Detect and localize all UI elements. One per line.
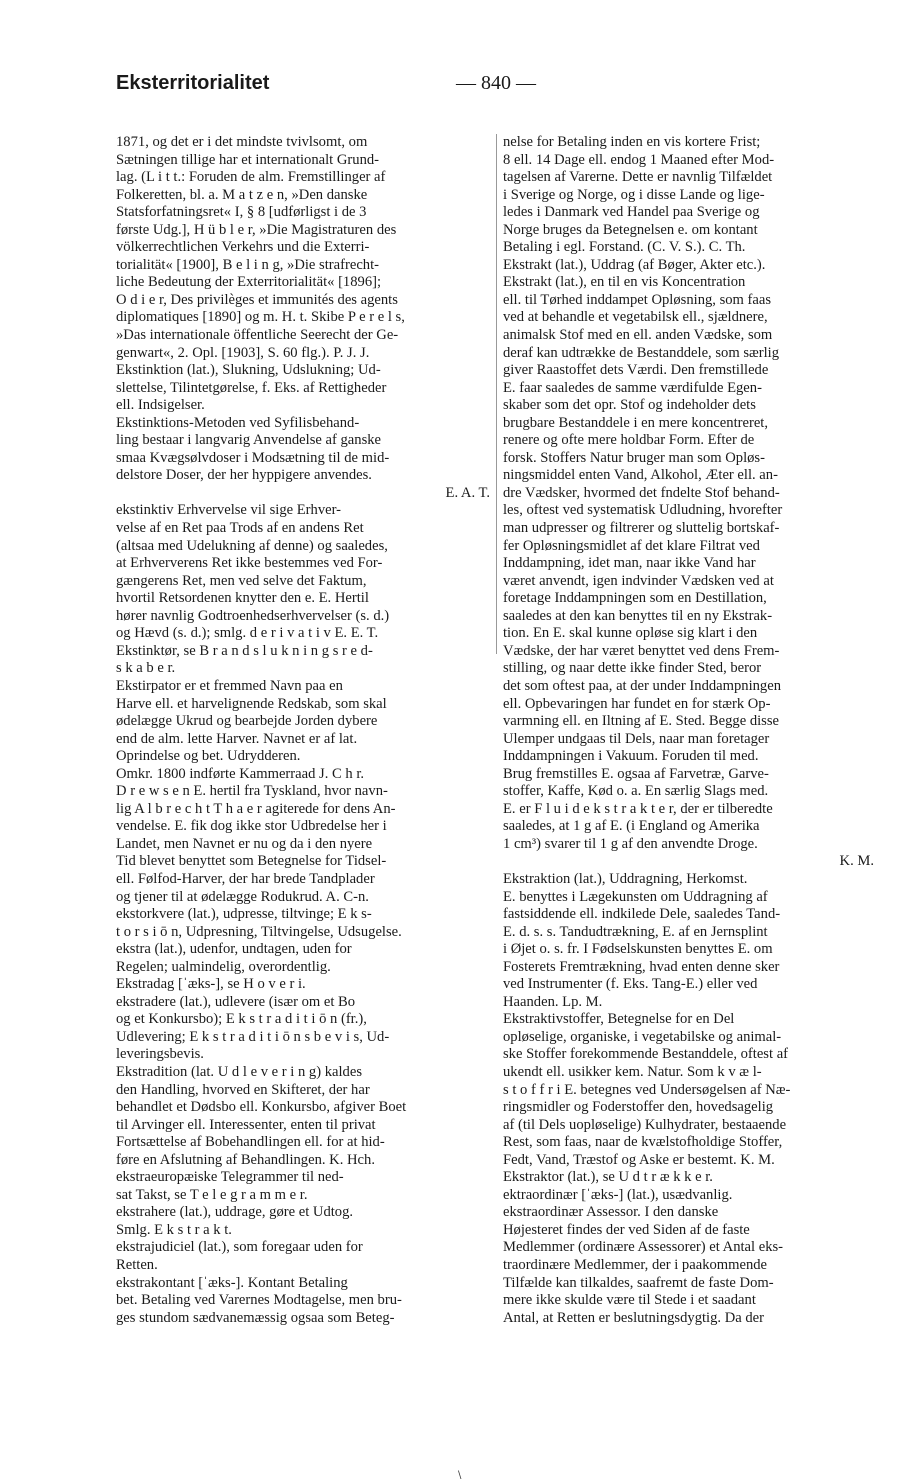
text-line: ødelægge Ukrud og bearbejde Jorden dybere: [116, 713, 378, 730]
page-header: [116, 72, 800, 102]
text-line: Fedt, Vand, Træstof og Aske er bestemt. K. M.: [503, 1151, 775, 1168]
text-line: ektraordinær [ˈæks-] (lat.), usædvanlig.: [503, 1186, 733, 1203]
text-line: Ekstradag [ˈæks-], se H o v e r i.: [116, 976, 306, 993]
text-line: sat Takst, se T e l e g r a m m e r.: [116, 1186, 308, 1203]
text-line: i Øjet o. s. fr. I Fødselskunsten benyttes E. om: [503, 941, 773, 958]
text-line: føre en Afslutning af Behandlingen. K. Hch.: [116, 1151, 375, 1168]
text-line: (altsaa med Udelukning af denne) og saaledes,: [116, 537, 388, 554]
text-line: Tilfælde kan tilkaldes, saafremt de faste Dom-: [503, 1274, 774, 1291]
text-line: mere ikke skulde være til Stede i et saadant: [503, 1292, 756, 1309]
text-line: saaledes, at 1 g af E. (i England og Amerika: [503, 818, 760, 835]
text-line: end de alm. lette Harver. Navnet er af lat.: [116, 730, 358, 747]
text-line: Regelen; ualmindelig, overordentlig.: [116, 958, 331, 975]
text-line: hører navnlig Godtroenhedserhvervelser (s. d.): [116, 607, 390, 624]
footer-mark: \: [458, 1470, 462, 1481]
text-line: giver Raastoffet dets Værdi. Den fremstillede: [503, 362, 769, 379]
text-line: 8 ell. 14 Dage ell. endog 1 Maaned efter Mod-: [503, 151, 775, 168]
text-line: 1871, og det er i det mindste tvivlsomt, om: [116, 134, 368, 150]
text-line: E. d. s. s. Tandudtrækning, E. af en Jernsplint: [503, 923, 768, 940]
text-line: ekstorkvere (lat.), udpresse, tiltvinge; E k s-: [116, 906, 372, 923]
text-line: Inddampning, idet man, naar ikke Vand har: [503, 555, 756, 572]
text-line: ukendt ell. usikker kem. Natur. Som k v æ l-: [503, 1063, 762, 1080]
text-line: fastsiddende ell. indkilede Dele, saaledes Tand-: [503, 906, 781, 923]
text-line: og et Konkursbo); E k s t r a d i t i ō n (fr.),: [116, 1011, 367, 1028]
text-line: gængerens Ret, men ved selve det Faktum,: [116, 572, 367, 589]
text-line: stilling, og naar dette ikke finder Sted, beror: [503, 660, 762, 677]
text-line: diplomatiques [1890] og m. H. t. Skibe P e r e l s,: [116, 309, 405, 326]
text-line: den Handling, hvorved en Skifteret, der har: [116, 1081, 370, 1098]
text-line: torialität« [1900], B e l i n g, »Die strafrecht-: [116, 256, 380, 273]
text-line: Fosterets Fremtrækning, hvad enten denne sker: [503, 958, 780, 975]
text-line: bet. Betaling ved Varernes Modtagelse, men bru-: [116, 1292, 402, 1309]
text-line: at Erhververens Ret ikke bestemmes ved For-: [116, 555, 383, 572]
text-line: tagelsen af Varerne. Dette er navnlig Tilfældet: [503, 169, 773, 186]
text-line: brugbare Bestanddele i en mere koncentreret,: [503, 414, 768, 431]
text-line: foretage Inddampningen som en Destillation,: [503, 590, 767, 607]
text-line: og Hævd (s. d.); smlg. d e r i v a t i v E. E. T.: [116, 625, 379, 642]
text-line: Medlemmer (ordinære Assessorer) et Antal eks-: [503, 1239, 784, 1256]
text-line: leveringsbevis.: [116, 1046, 204, 1063]
text-line: Ekstradition (lat. U d l e v e r i n g) kaldes: [116, 1063, 363, 1080]
text-line: slettelse, Tilintetgørelse, f. Eks. af Rettigheder: [116, 379, 387, 396]
text-line: E. A. T.: [445, 484, 490, 501]
text-line: Tid blevet benyttet som Betegnelse for Tidsel-: [116, 853, 387, 870]
left-column: [116, 134, 490, 1327]
text-line: liche Bedeutung der Exterritorialität« [1896];: [116, 274, 382, 291]
text-line: Betaling i egl. Forstand. (C. V. S.). C. Th.: [503, 239, 746, 256]
text-line: dre Vædsker, hvormed det fndelte Stof behand-: [503, 484, 780, 501]
text-line: hvortil Retsordenen knytter den e. E. Hertil: [116, 590, 369, 607]
text-line: lag. (L i t t.: Foruden de alm. Fremstillinger af: [116, 169, 386, 186]
text-line: deraf kan udtrække de Bestanddele, som særlig: [503, 344, 779, 361]
text-line: s k a b e r.: [116, 660, 176, 677]
text-line: E. benyttes i Lægekunsten om Uddragning af: [503, 888, 768, 905]
text-line: saaledes at den kan benyttes til en ny Ekstrak-: [503, 607, 773, 624]
text-line: Statsforfatningsret« I, § 8 [udførligst i de 3: [116, 204, 367, 221]
text-line: E. er F l u i d e k s t r a k t e r, der er tilberedte: [503, 800, 773, 817]
text-line: ekstraeuropæiske Telegrammer til ned-: [116, 1169, 344, 1186]
text-line: Ekstrakt (lat.), Uddrag (af Bøger, Akter etc.).: [503, 256, 766, 273]
text-line: det som oftest paa, at der under Inddampningen: [503, 677, 782, 694]
text-line: første Udg.], H ü b l e r, »Die Magistraturen des: [116, 221, 397, 238]
text-line: E. faar saaledes de samme værdifulde Egen-: [503, 379, 762, 396]
text-line: opløselige, organiske, i vegetabilske og animal-: [503, 1028, 782, 1045]
text-line: Oprindelse og bet. Udrydderen.: [116, 748, 301, 765]
text-line: völkerrechtlichen Verkehrs und die Exterri-: [116, 239, 370, 256]
text-line: og tjener til at ødelægge Rodukrud. A. C-n.: [116, 888, 369, 905]
text-line: ell. Indsigelser.: [116, 397, 205, 414]
text-line: skaber som det opr. Stof og indeholder dets: [503, 397, 756, 414]
right-column: [503, 134, 874, 1327]
text-line: Fortsættelse af Bobehandlingen ell. for at hid-: [116, 1134, 385, 1151]
text-line: Ulemper undgaas til Dels, naar man foretager: [503, 730, 770, 747]
text-line: Ekstirpator er et fremmed Navn paa en: [116, 677, 343, 694]
text-line: Harve ell. et harvelignende Redskab, som skal: [116, 695, 387, 712]
column-divider: [496, 134, 497, 654]
text-line: t o r s i ō n, Udpresning, Tiltvingelse, Udsugelse.: [116, 923, 402, 940]
text-line: »Das internationale öffentliche Seerecht der Ge-: [116, 327, 399, 344]
text-line: ekstradere (lat.), udlevere (især om et Bo: [116, 993, 356, 1010]
text-line: Ekstinktions-Metoden ved Syfilisbehand-: [116, 414, 360, 431]
text-line: ved at behandle et vegetabilsk ell., sjældnere,: [503, 309, 768, 326]
text-line: Norge bruges da Betegnelsen e. om kontant: [503, 221, 758, 238]
text-line: ekstinktiv Erhvervelse vil sige Erhver-: [116, 502, 342, 519]
text-line: Smlg. E k s t r a k t.: [116, 1221, 232, 1238]
text-line: Landet, men Navnet er nu og da i den nyere: [116, 835, 373, 852]
text-line: ling bestaar i langvarig Anvendelse af ganske: [116, 432, 382, 449]
text-line: s t o f f r i E. betegnes ved Undersøgelsen af Næ-: [503, 1081, 791, 1098]
text-line: velse af en Ret paa Trods af en andens Ret: [116, 520, 364, 537]
text-line: vendelse. E. fik dog ikke stor Udbredelse her i: [116, 818, 387, 835]
text-line: animalsk Stof med en ell. anden Vædske, som: [503, 327, 773, 344]
text-line: tion. En E. skal kunne opløse sig klart i den: [503, 625, 758, 642]
text-line: ledes i Danmark ved Handel paa Sverige og: [503, 204, 760, 221]
text-line: man udpresser og filtrerer og sluttelig bortskaf-: [503, 520, 780, 537]
text-line: i Sverige og Norge, og i disse Lande og lige-: [503, 186, 765, 203]
text-line: Ekstraktivstoffer, Betegnelse for en Del: [503, 1011, 735, 1028]
text-line: nelse for Betaling inden en vis kortere Frist;: [503, 134, 761, 150]
text-line: Sætningen tillige har et internationalt Grund-: [116, 151, 380, 168]
text-line: ringsmidler og Foderstoffer den, hovedsagelig: [503, 1099, 774, 1116]
text-line: renere og ofte mere holdbar Form. Efter de: [503, 432, 755, 449]
text-line: Ekstraktion (lat.), Uddragning, Herkomst.: [503, 870, 748, 887]
text-line: Antal, at Retten er beslutningsdygtig. Da der: [503, 1309, 765, 1326]
text-line: genwart«, 2. Opl. [1903], S. 60 flg.). P. J. J.: [116, 344, 370, 361]
text-line: K. M.: [839, 853, 874, 870]
text-line: været anvendt, igen indvinder Vædsken ved at: [503, 572, 774, 589]
text-line: ekstrakontant [ˈæks-]. Kontant Betaling: [116, 1274, 348, 1291]
text-line: Omkr. 1800 indførte Kammerraad J. C h r.: [116, 765, 365, 782]
text-line: lig A l b r e c h t T h a e r agiterede for dens An-: [116, 800, 396, 817]
text-line: ved Instrumenter (f. Eks. Tang-E.) eller ved: [503, 976, 758, 993]
text-line: ningsmiddel enten Vand, Alkohol, Æter ell. an-: [503, 467, 778, 484]
page-number: — 840 —: [456, 72, 536, 94]
text-line: delstore Doser, der her hyppigere anvendes.: [116, 467, 372, 484]
text-line: ekstraordinær Assessor. I den danske: [503, 1204, 719, 1221]
text-line: Retten.: [116, 1257, 158, 1273]
text-line: behandlet et Dødsbo ell. Konkursbo, afgiver Boet: [116, 1099, 407, 1116]
text-line: les, oftest ved systematisk Udludning, hvorefter: [503, 502, 783, 519]
text-line: Ekstinktør, se B r a n d s l u k n i n g s r e d-: [116, 642, 373, 659]
text-line: Brug fremstilles E. ogsaa af Farvetræ, Garve-: [503, 765, 769, 782]
text-line: O d i e r, Des privilèges et immunités des agents: [116, 291, 398, 308]
text-line: fer Opløsningsmidlet af det klare Filtrat ved: [503, 537, 760, 554]
text-line: Ekstrakt (lat.), en til en vis Koncentration: [503, 274, 746, 291]
text-line: traordinære Medlemmer, der i paakommende: [503, 1257, 768, 1273]
text-line: ekstrajudiciel (lat.), som foregaar uden for: [116, 1239, 363, 1256]
text-line: 1 cm³) svarer til 1 g af den anvendte Droge.: [503, 835, 758, 852]
text-line: Ekstinktion (lat.), Slukning, Udslukning; Ud-: [116, 362, 381, 379]
text-line: Højesteret findes der ved Siden af de faste: [503, 1221, 750, 1238]
text-line: Haanden. Lp. M.: [503, 993, 603, 1010]
text-line: ges stundom sædvanemæssig ogsaa som Beteg-: [116, 1309, 395, 1326]
text-line: stoffer, Kaffe, Kød o. a. En særlig Slags med.: [503, 783, 769, 800]
text-line: smaa Kvægsølvdoser i Modsætning til de mid-: [116, 449, 390, 466]
text-line: ell. til Tørhed inddampet Opløsning, som faas: [503, 291, 772, 308]
running-head-word: Eksterritorialitet: [116, 72, 270, 94]
text-line: ske Stoffer forekommende Bestanddele, oftest af: [503, 1046, 789, 1063]
text-line: til Arvinger ell. Interessenter, enten til privat: [116, 1116, 376, 1133]
text-line: af (til Dels uopløselige) Kulhydrater, bestaaende: [503, 1116, 787, 1133]
text-line: D r e w s e n E. hertil fra Tyskland, hvor navn-: [116, 783, 388, 800]
text-line: ekstrahere (lat.), uddrage, gøre et Udtog.: [116, 1204, 354, 1221]
text-line: Folkeretten, bl. a. M a t z e n, »Den danske: [116, 186, 368, 203]
text-line: Ekstraktor (lat.), se U d t r æ k k e r.: [503, 1169, 713, 1186]
text-line: Udlevering; E k s t r a d i t i ō n s b e v i s, Ud-: [116, 1028, 390, 1045]
text-line: Rest, som faas, naar de kvælstofholdige Stoffer,: [503, 1134, 783, 1151]
text-line: varmning ell. en Iltning af E. Sted. Begge disse: [503, 713, 780, 730]
text-line: Inddampningen i Vakuum. Foruden til med.: [503, 748, 759, 765]
text-line: ell. Følfod-Harver, der har brede Tandplader: [116, 870, 375, 887]
text-line: ell. Opbevaringen har fundet en for stærk Op-: [503, 695, 771, 712]
text-line: Vædske, der har været benyttet ved dens Frem-: [503, 642, 780, 659]
text-line: ekstra (lat.), udenfor, undtagen, uden for: [116, 941, 352, 958]
text-line: forsk. Stoffers Natur bruger man som Opløs-: [503, 449, 765, 466]
